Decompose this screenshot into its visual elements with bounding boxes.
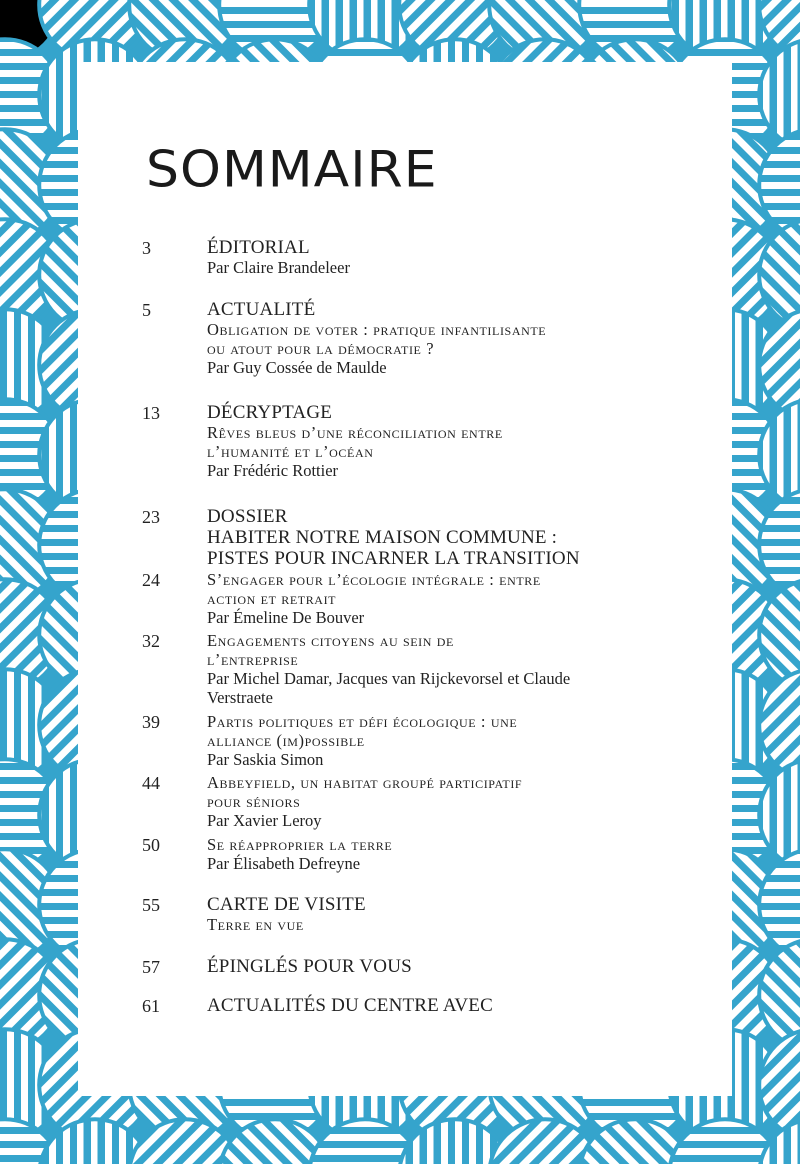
page-number: 3	[142, 238, 151, 258]
page-number: 61	[142, 996, 160, 1016]
page-number: 44	[142, 773, 160, 793]
page-title: SOMMAIRE	[146, 141, 438, 199]
page-number: 32	[142, 631, 160, 651]
author: Par Guy Cossée de Maulde	[207, 358, 387, 377]
page-number: 57	[142, 957, 160, 977]
article-title: S’engager pour l’écologie intégrale : entre	[207, 570, 541, 589]
section-heading: ACTUALITÉS DU CENTRE AVEC	[207, 995, 493, 1016]
article-title: Obligation de voter : pratique infantilisante	[207, 320, 547, 339]
section-heading: ÉDITORIAL	[207, 237, 310, 258]
page-number: 39	[142, 712, 160, 732]
page-number: 5	[142, 300, 151, 320]
dossier-title-cont: PISTES POUR INCARNER LA TRANSITION	[207, 548, 580, 569]
page-number: 50	[142, 835, 160, 855]
page-number: 13	[142, 403, 160, 423]
article-title-cont: pour séniors	[207, 792, 301, 811]
content-page	[78, 62, 732, 1096]
section-heading: ACTUALITÉ	[207, 299, 316, 320]
article-title: Se réapproprier la terre	[207, 835, 393, 854]
article-title: Rêves bleus d’une réconciliation entre	[207, 423, 503, 442]
author: Par Émeline De Bouver	[207, 608, 365, 627]
author: Par Michel Damar, Jacques van Rijckevorsel et Claude	[207, 669, 571, 688]
page-number: 23	[142, 507, 160, 527]
article-title: Terre en vue	[207, 915, 304, 934]
section-heading: ÉPINGLÉS POUR VOUS	[207, 956, 412, 977]
page-number: 24	[142, 570, 160, 590]
article-title: Engagements citoyens au sein de	[207, 631, 454, 650]
section-heading: CARTE DE VISITE	[207, 894, 366, 915]
author: Par Élisabeth Defreyne	[207, 854, 361, 873]
author: Par Saskia Simon	[207, 750, 324, 769]
dossier-title: HABITER NOTRE MAISON COMMUNE :	[207, 527, 558, 548]
page-number: 55	[142, 895, 160, 915]
article-title-cont: action et retrait	[207, 589, 337, 608]
section-heading: DÉCRYPTAGE	[207, 402, 333, 423]
article-title-cont: l’entreprise	[207, 650, 299, 669]
section-heading: DOSSIER	[207, 506, 288, 527]
article-title-cont: l’humanité et l’océan	[207, 442, 374, 461]
author-cont: Verstraete	[207, 688, 273, 707]
author: Par Claire Brandeleer	[207, 258, 350, 277]
article-title-cont: ou atout pour la démocratie ?	[207, 339, 435, 358]
article-title-cont: alliance (im)possible	[207, 731, 365, 750]
author: Par Frédéric Rottier	[207, 461, 339, 480]
article-title: Abbeyfield, un habitat groupé participatif	[207, 773, 523, 792]
author: Par Xavier Leroy	[207, 811, 322, 830]
article-title: Partis politiques et défi écologique : une	[207, 712, 518, 731]
